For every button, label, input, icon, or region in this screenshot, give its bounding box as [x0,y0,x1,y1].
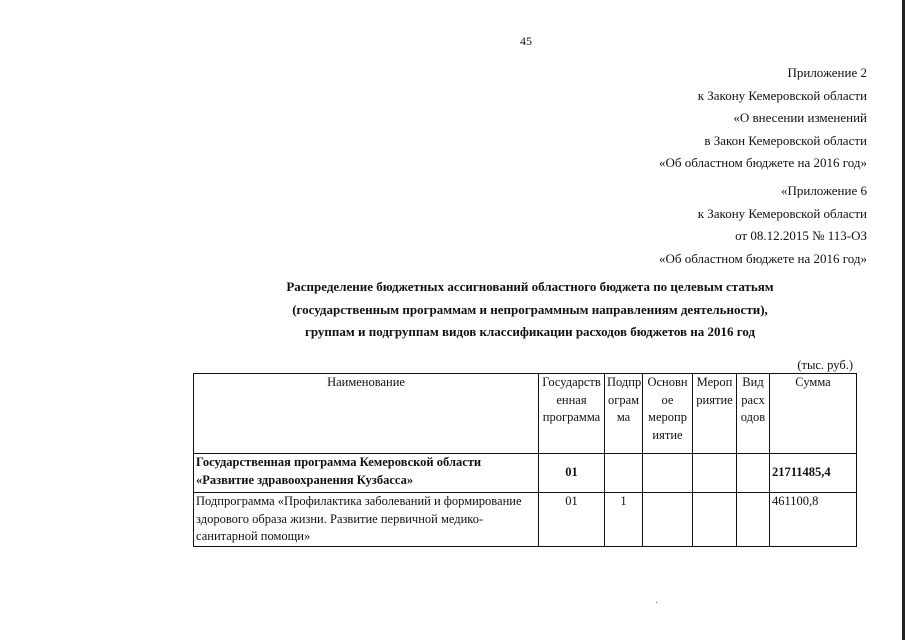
cell-expense-type [737,493,770,547]
header-expense-type [737,374,770,454]
cell-amount: 461100,8 [770,493,857,547]
appendix-header-original [659,180,867,270]
cell-event [693,493,737,547]
cell-main-event [643,493,693,547]
appendix-line: в Закон Кемеровской области [704,132,867,148]
appendix-line: от 08.12.2015 № 113-ОЗ [735,228,867,243]
cell-event [693,454,737,493]
row-name-line: санитарной помощи» [196,529,311,543]
appendix-line: к Закону Кемеровской области [697,87,867,103]
title-line: группам и подгруппам видов классификации расходов бюджетов на 2016 год [304,324,756,339]
header-main-event [643,374,693,454]
header-line: меропр [648,410,687,424]
header-line: риятие [696,392,733,407]
header-line: расх [741,392,765,407]
header-line: ма [616,410,631,424]
header-subprogram [605,374,643,454]
cell-program: 01 [539,493,605,547]
document-title [150,276,905,344]
budget-table [193,373,857,547]
table-row [194,493,857,547]
appendix-line: «Приложение 6 [780,183,867,198]
header-line: иятие [652,427,683,442]
cell-subprogram [605,454,643,493]
header-line: ограм [607,392,640,407]
header-line: енная [556,392,587,407]
header-line: ое [661,392,674,407]
cell-amount: 21711485,4 [770,454,857,493]
cell-subprogram: 1 [605,493,643,547]
title-line: Распределение бюджетных ассигнований областного бюджета по целевым статьям [286,279,774,294]
header-line: Вид [742,375,764,389]
row-name-line: Подпрограмма «Профилактика заболеваний и формирование [196,494,522,508]
title-line: (государственным программам и непрограммным направлениям деятельности), [292,301,768,317]
row-name [194,493,539,547]
header-amount: Сумма [770,374,857,454]
cell-expense-type [737,454,770,493]
page-number: 45 [520,34,532,48]
header-line: одов [740,410,766,424]
header-line: Государств [542,375,601,389]
appendix-line: «О внесении изменений [733,110,867,125]
header-name: Наименование [194,374,539,454]
appendix-line: к Закону Кемеровской области [697,205,867,221]
row-name-line: Государственная программа Кемеровской области [196,455,482,469]
scan-speck: · [655,598,659,609]
row-name-line: «Развитие здравоохранения Кузбасса» [196,472,414,487]
header-line: программа [542,410,601,424]
appendix-header-amendment [659,62,867,175]
row-name-line: здорового образа жизни. Развитие первичной медико- [196,511,484,526]
row-name [194,454,539,493]
appendix-line: «Об областном бюджете на 2016 год» [659,155,867,170]
header-line: Подпр [607,375,642,389]
appendix-line: Приложение 2 [787,65,867,80]
cell-program: 01 [539,454,605,493]
table-header-row [194,374,857,454]
appendix-line: «Об областном бюджете на 2016 год» [659,250,867,266]
units-label: (тыс. руб.) [797,358,853,372]
header-event [693,374,737,454]
header-line: Мероп [696,375,733,389]
cell-main-event [643,454,693,493]
header-program [539,374,605,454]
header-line: Основн [647,375,688,389]
table-row [194,454,857,493]
